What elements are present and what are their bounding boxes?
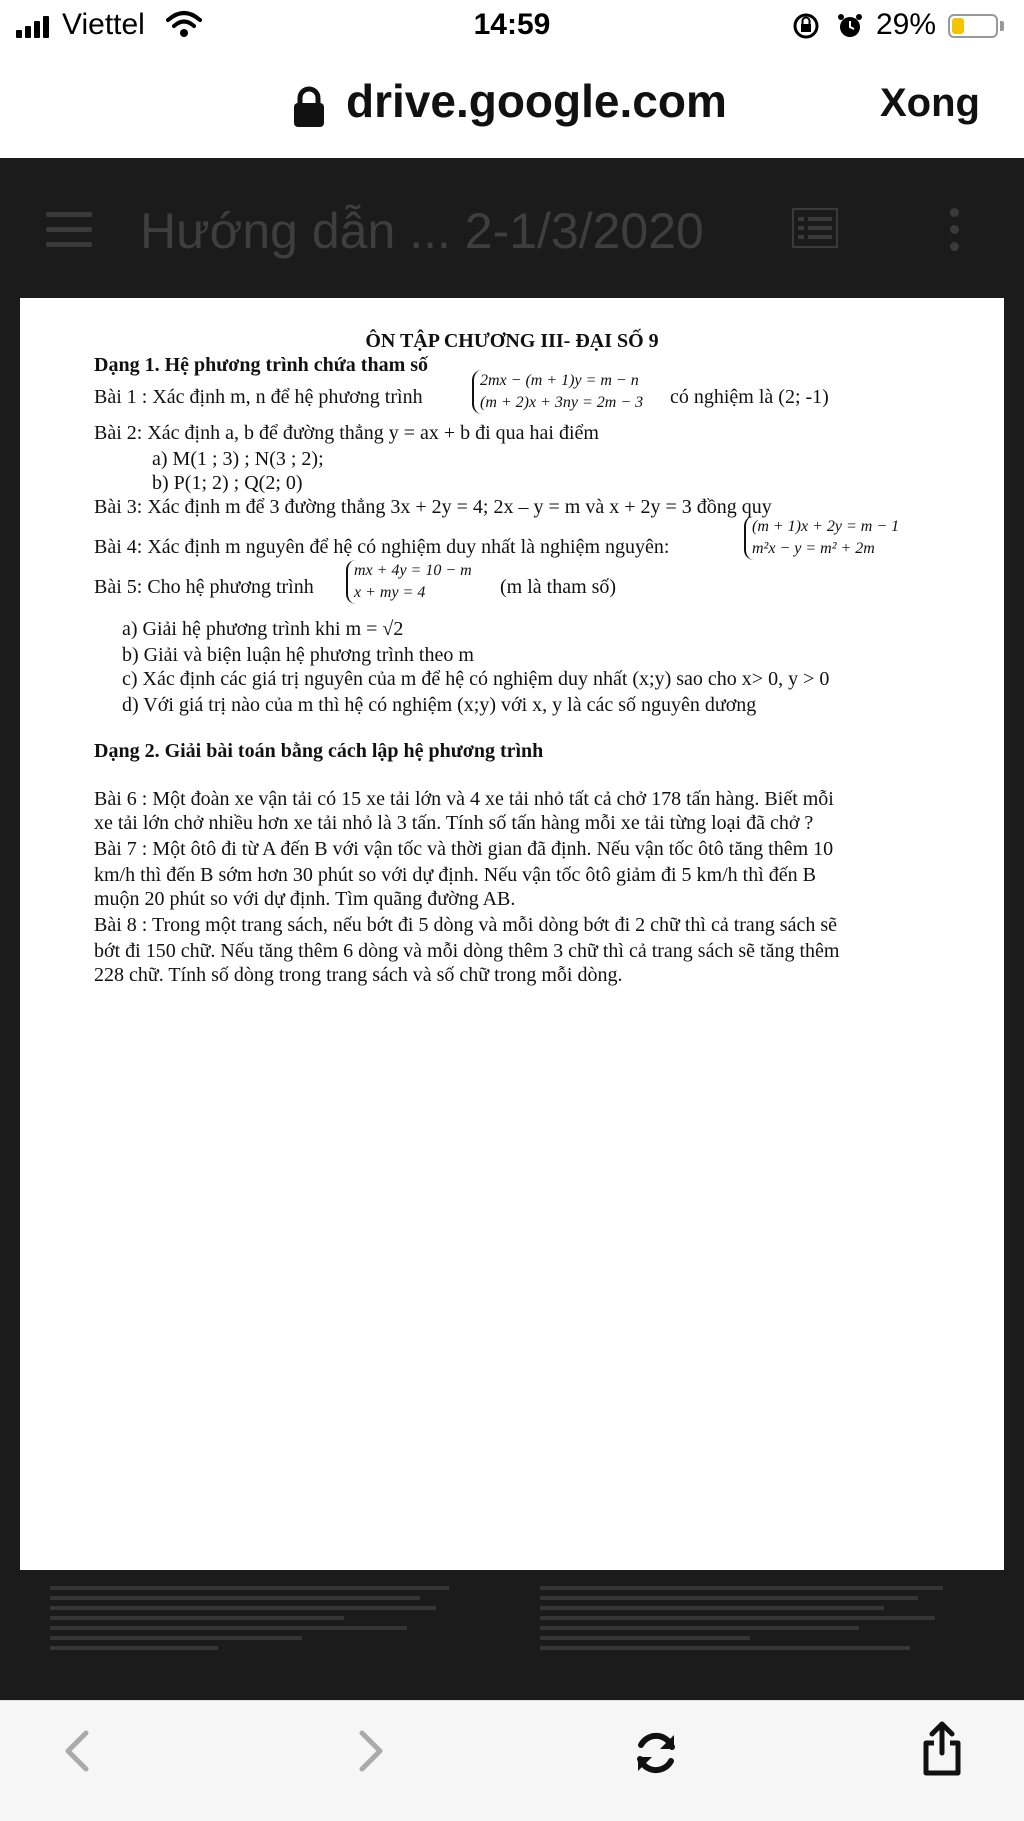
bai1-system	[472, 370, 643, 414]
list-view-icon[interactable]	[792, 208, 838, 248]
bai3-text: Bài 3: Xác định m để 3 đường thẳng 3x + 2y = 4; 2x – y = m và x + 2y = 3 đồng quy	[94, 496, 772, 518]
bai6-line1: Bài 6 : Một đoàn xe vận tải có 15 xe tải lớn và 4 xe tải nhỏ tất cả chở 178 tấn hàng. Biết mỗi	[94, 788, 834, 810]
battery-icon	[948, 14, 998, 38]
bai2-text: Bài 2: Xác định a, b để đường thẳng y = ax + b đi qua hai điểm	[94, 422, 599, 444]
clock: 14:59	[473, 8, 551, 41]
bai7-line1: Bài 7 : Một ôtô đi từ A đến B với vận tốc và thời gian đã định. Nếu vận tốc ôtô tăng thêm 10	[94, 838, 834, 860]
viewer-header	[0, 158, 1024, 298]
battery-percent: 29%	[876, 8, 937, 41]
bai1-condition: có nghiệm là (2; -1)	[670, 386, 829, 408]
bai2-b: b) P(1; 2) ; Q(2; 0)	[152, 472, 303, 494]
section-heading-1: Dạng 1. Hệ phương trình chứa tham số	[94, 354, 429, 376]
bai7-line2: km/h thì đến B sớm hơn 30 phút so với dự định. Nếu vận tốc ôtô giảm đi 5 km/h thì đến B	[94, 864, 816, 886]
next-page-preview	[0, 1570, 1024, 1700]
bai1-eq1: 2mx − (m + 1)y = m − n	[480, 372, 639, 389]
lock-icon	[292, 86, 326, 128]
url-bar	[0, 54, 1024, 158]
reload-icon[interactable]	[632, 1729, 680, 1777]
status-bar	[0, 0, 1024, 54]
alarm-icon	[836, 12, 864, 40]
bai8-line1: Bài 8 : Trong một trang sách, nếu bớt đi 5 dòng và mỗi dòng bớt đi 2 chữ thì cả trang sách sẽ	[94, 914, 838, 936]
bai5-eq2: x + my = 4	[354, 584, 426, 601]
bai5-c: c) Xác định các giá trị nguyên của m để hệ có nghiệm duy nhất (x;y) sao cho x> 0, y > 0	[122, 668, 830, 690]
bai5-text: Bài 5: Cho hệ phương trình	[94, 576, 314, 598]
url-domain[interactable]: drive.google.com	[346, 75, 727, 127]
bai5-a: a) Giải hệ phương trình khi m = √2	[122, 618, 404, 640]
bai1-eq2: (m + 2)x + 3ny = 2m − 3	[480, 394, 644, 411]
more-vert-icon[interactable]	[948, 208, 960, 252]
bai2-a: a) M(1 ; 3) ; N(3 ; 2);	[152, 448, 324, 470]
bai6-line2: xe tải lớn chở nhiều hơn xe tải nhỏ là 3 tấn. Tính số tấn hàng mỗi xe tải từng loại đã chở ?	[94, 812, 814, 834]
browser-toolbar	[0, 1700, 1024, 1821]
bai8-line3: 228 chữ. Tính số dòng trong trang sách và số chữ trong mỗi dòng.	[94, 964, 623, 986]
bai5-eq1: mx + 4y = 10 − m	[354, 562, 472, 579]
next-page-right-column	[540, 1580, 960, 1656]
next-page-left-column	[50, 1580, 470, 1656]
document-page	[20, 298, 1004, 1570]
bai5-b: b) Giải và biện luận hệ phương trình theo m	[122, 644, 474, 666]
document-title: Hướng dẫn ... 2-1/3/2020	[140, 203, 704, 259]
battery-level	[952, 18, 964, 34]
battery-tip	[1000, 21, 1004, 31]
bai4-system	[744, 516, 899, 560]
menu-icon[interactable]	[46, 212, 92, 248]
rotation-lock-icon	[792, 12, 820, 40]
share-icon[interactable]	[922, 1721, 962, 1777]
document-viewer	[0, 158, 1024, 1700]
bai4-eq2: m²x − y = m² + 2m	[752, 540, 875, 557]
bai5-system	[346, 560, 472, 604]
carrier-name: Viettel	[62, 8, 145, 41]
bai5-param-note: (m là tham số)	[500, 576, 617, 598]
bai4-eq1: (m + 1)x + 2y = m − 1	[752, 518, 900, 535]
bai7-line3: muộn 20 phút so với dự định. Tìm quãng đường AB.	[94, 888, 516, 910]
forward-icon[interactable]	[356, 1729, 386, 1773]
bai1-text: Bài 1 : Xác định m, n để hệ phương trình	[94, 386, 423, 408]
bai8-line2: bớt đi 150 chữ. Nếu tăng thêm 6 dòng và mỗi dòng thêm 3 chữ thì cả trang sách sẽ tăng thêm	[94, 940, 840, 962]
bai4-text: Bài 4: Xác định m nguyên để hệ có nghiệm duy nhất là nghiệm nguyên:	[94, 536, 670, 558]
page-heading: ÔN TẬP CHƯƠNG III- ĐẠI SỐ 9	[365, 330, 659, 352]
bai5-d: d) Với giá trị nào của m thì hệ có nghiệm (x;y) với x, y là các số nguyên dương	[122, 694, 757, 716]
section-heading-2: Dạng 2. Giải bài toán bằng cách lập hệ phương trình	[94, 740, 544, 762]
done-button[interactable]: Xong	[880, 81, 980, 125]
back-icon[interactable]	[62, 1729, 92, 1773]
